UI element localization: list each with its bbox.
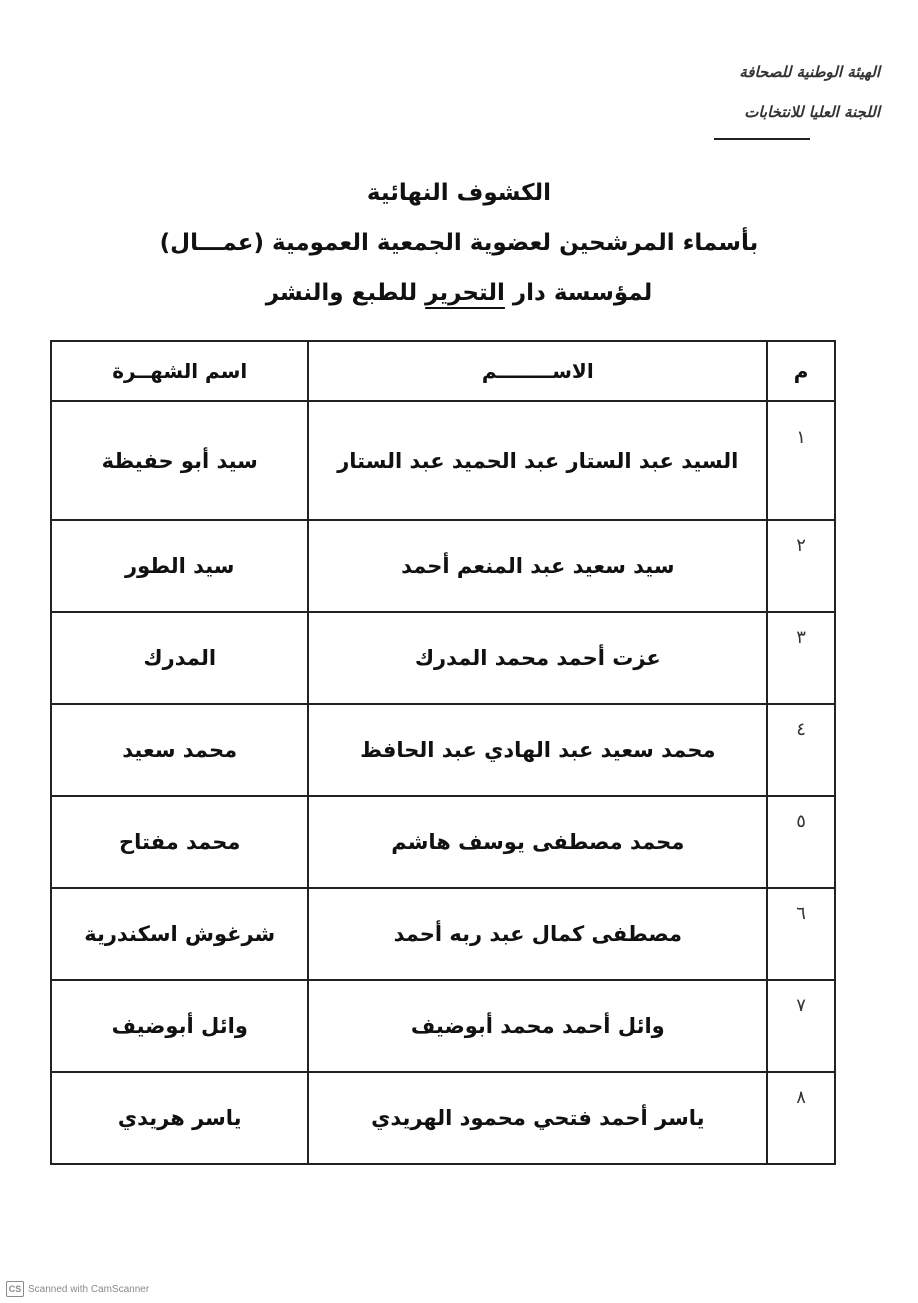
table-row xyxy=(51,888,835,980)
document-title: الكشوف النهائية xyxy=(366,180,552,206)
organization-suffix: للطبع والنشر xyxy=(265,280,426,306)
row-number: ٢ xyxy=(767,520,835,612)
organization-name-underlined: التحرير xyxy=(425,280,505,306)
table-row xyxy=(51,1072,835,1164)
table-row xyxy=(51,980,835,1072)
candidate-nickname: محمد مفتاح xyxy=(51,796,308,888)
letterhead-line-committee: اللجنة العليا للانتخابات xyxy=(744,103,880,121)
candidate-name: سيد سعيد عبد المنعم أحمد xyxy=(308,520,767,612)
column-header-nickname: اسم الشهــرة xyxy=(51,341,308,401)
candidate-name: محمد سعيد عبد الهادي عبد الحافظ xyxy=(308,704,767,796)
candidate-name: وائل أحمد محمد أبوضيف xyxy=(308,980,767,1072)
table-row xyxy=(51,796,835,888)
letterhead xyxy=(680,52,880,132)
candidate-nickname: وائل أبوضيف xyxy=(51,980,308,1072)
candidate-name: محمد مصطفى يوسف هاشم xyxy=(308,796,767,888)
candidates-table xyxy=(50,340,836,1165)
candidate-nickname: شرغوش اسكندرية xyxy=(51,888,308,980)
column-header-number: م xyxy=(767,341,835,401)
scanner-text: Scanned with CamScanner xyxy=(28,1283,150,1295)
row-number: ٤ xyxy=(767,704,835,796)
column-header-name: الاســــــــم xyxy=(308,341,767,401)
candidate-nickname: المدرك xyxy=(51,612,308,704)
candidate-nickname: ياسر هريدي xyxy=(51,1072,308,1164)
row-number: ٧ xyxy=(767,980,835,1072)
row-number: ١ xyxy=(767,401,835,520)
row-number: ٦ xyxy=(767,888,835,980)
table-row xyxy=(51,704,835,796)
letterhead-line-authority: الهيئة الوطنية للصحافة xyxy=(739,63,880,81)
row-number: ٣ xyxy=(767,612,835,704)
candidate-nickname: سيد أبو حفيظة xyxy=(51,401,308,520)
letterhead-rule xyxy=(714,138,810,140)
table-row xyxy=(51,401,835,520)
scanner-watermark xyxy=(6,1281,149,1297)
organization-prefix: لمؤسسة دار xyxy=(504,280,653,306)
document-titles xyxy=(0,168,918,318)
table-header-row xyxy=(51,341,835,401)
candidate-name: مصطفى كمال عبد ربه أحمد xyxy=(308,888,767,980)
row-number: ٨ xyxy=(767,1072,835,1164)
candidate-nickname: محمد سعيد xyxy=(51,704,308,796)
candidate-name: عزت أحمد محمد المدرك xyxy=(308,612,767,704)
table-row xyxy=(51,612,835,704)
candidate-name: السيد عبد الستار عبد الحميد عبد الستار xyxy=(308,401,767,520)
table-row xyxy=(51,520,835,612)
candidate-name: ياسر أحمد فتحي محمود الهريدي xyxy=(308,1072,767,1164)
camscanner-icon: CS xyxy=(6,1281,24,1297)
organization-line xyxy=(0,268,918,318)
candidate-nickname: سيد الطور xyxy=(51,520,308,612)
document-subtitle: بأسماء المرشحين لعضوية الجمعية العمومية (عمـــال) xyxy=(159,230,759,256)
row-number: ٥ xyxy=(767,796,835,888)
